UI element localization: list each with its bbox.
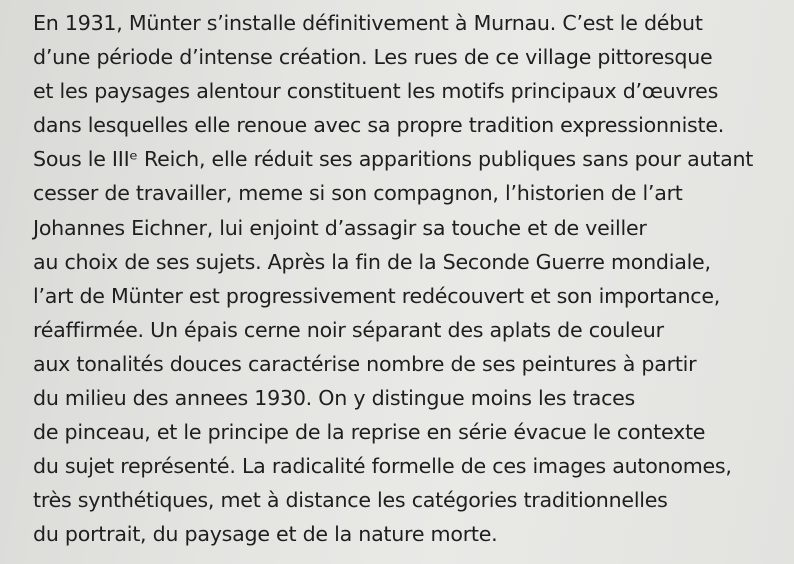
text-line: Sous le IIIᵉ Reich, elle réduit ses apparitions publiques sans pour autant <box>33 147 754 172</box>
text-line: l’art de Münter est progressivement redécouvert et son importance, <box>33 283 721 308</box>
text-line: au choix de ses sujets. Après la fin de la Seconde Guerre mondiale, <box>33 249 711 274</box>
text-line: et les paysages alentour constituent les motifs principaux d’œuvres <box>33 79 719 104</box>
text-line: du milieu des annees 1930. On y distingue moins les traces <box>33 386 636 411</box>
text-line: cesser de travailler, meme si son compagnon, l’historien de l’art <box>33 181 683 206</box>
text-line: de pinceau, et le principe de la reprise en série évacue le contexte <box>33 420 706 445</box>
text-line: du portrait, du paysage et de la nature morte. <box>33 522 498 547</box>
text-line: d’une période d’intense création. Les rues de ce village pittoresque <box>33 45 713 70</box>
text-line: En 1931, Münter s’installe définitivement à Murnau. C’est le début <box>33 11 703 35</box>
text-line: très synthétiques, met à distance les catégories traditionnelles <box>33 488 668 513</box>
text-line: du sujet représenté. La radicalité formelle de ces images autonomes, <box>33 454 732 479</box>
text-line: dans lesquelles elle renoue avec sa propre tradition expressionniste. <box>33 113 725 138</box>
wall-text-paragraph <box>33 6 783 552</box>
text-line: réaffirmée. Un épais cerne noir séparant des aplats de couleur <box>33 317 664 342</box>
text-line: Johannes Eichner, lui enjoint d’assagir sa touche et de veiller <box>33 215 647 240</box>
text-line: aux tonalités douces caractérise nombre de ses peintures à partir <box>33 351 697 376</box>
